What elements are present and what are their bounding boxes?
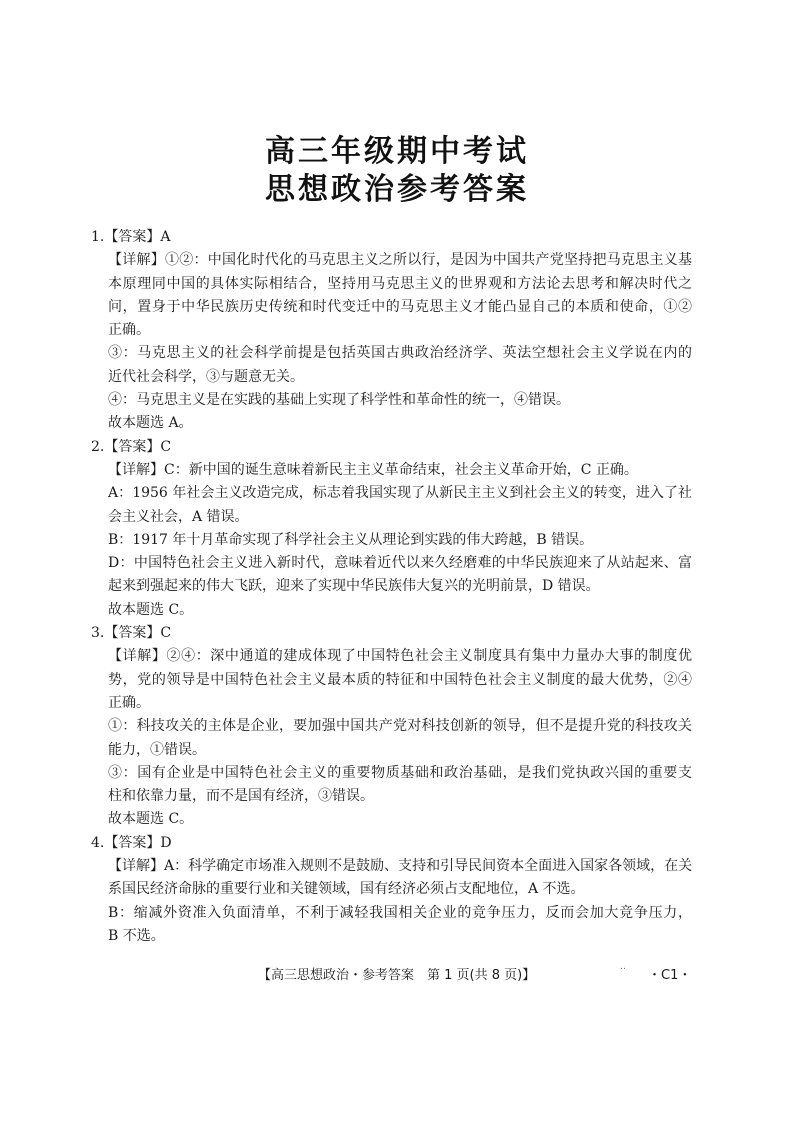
conclusion-line: 故本题选 A。 xyxy=(108,415,193,432)
explanation-line: ①：科技攻关的主体是企业，要加强中国共产党对科技创新的领导，但不是提升党的科技攻关 xyxy=(108,718,692,735)
question-3-answer: 3.【答案】C xyxy=(91,625,172,642)
explanation-line: A：1956 年社会主义改造完成，标志着我国实现了从新民主主义到社会主义的转变，进入了社 xyxy=(108,485,692,502)
explanation-line: 势，党的领导是中国特色社会主义最本质的特征和中国特色社会主义制度的最大优势，②④ xyxy=(108,671,692,688)
explanation-line: 【详解】C：新中国的诞生意味着新民主主义革命结束，社会主义革命开始，C 正确。 xyxy=(108,461,638,478)
explanation-line: ③：国有企业是中国特色社会主义的重要物质基础和政治基础，是我们党执政兴国的重要支 xyxy=(108,764,692,781)
explanation-line: 系国民经济命脉的重要行业和关键领域，国有经济必须占支配地位，A 不选。 xyxy=(108,881,585,898)
explanation-line: 【详解】②④：深中通道的建成体现了中国特色社会主义制度具有集中力量办大事的制度优 xyxy=(108,648,692,665)
footer-code: ・C1・ xyxy=(648,968,692,983)
explanation-line: 会主义社会，A 错误。 xyxy=(108,508,249,525)
explanation-line: B：缩减外资准入负面清单，不利于减轻我国相关企业的竞争压力，反而会加大竞争压力， xyxy=(108,904,692,921)
explanation-line: 近代社会科学，③与题意无关。 xyxy=(108,368,304,385)
footer-page-info: 【高三思想政治・参考答案 第 1 页(共 8 页)】 xyxy=(258,968,536,983)
explanation-line: 【详解】①②：中国化时代化的马克思主义之所以行，是因为中国共产党坚持把马克思主义基 xyxy=(108,252,692,269)
footer-dots: ‥ xyxy=(620,962,627,972)
document-subtitle: 思想政治参考答案 xyxy=(265,172,529,207)
explanation-line: 问，置身于中华民族历史传统和时代变迁中的马克思主义才能凸显自己的本质和使命，①② xyxy=(108,298,692,315)
explanation-line: 柱和依靠力量，而不是国有经济，③错误。 xyxy=(108,788,374,805)
explanation-line: ③：马克思主义的社会科学前提是包括英国古典政治经济学、英法空想社会主义学说在内的 xyxy=(108,345,692,362)
explanation-line: 【详解】A：科学确定市场准入规则不是鼓励、支持和引导民间资本全面进入国家各领域，在关 xyxy=(108,858,693,875)
exam-title: 高三年级期中考试 xyxy=(265,134,529,169)
conclusion-line: 故本题选 C。 xyxy=(108,601,194,618)
explanation-line: 本原理同中国的具体实际相结合，坚持用马克思主义的世界观和方法论去思考和解决时代之 xyxy=(108,275,692,292)
explanation-line: B 不选。 xyxy=(108,927,165,944)
explanation-line: 正确。 xyxy=(108,694,150,711)
answer-content xyxy=(91,226,693,948)
explanation-line: 起来到强起来的伟大飞跃，迎来了实现中华民族伟大复兴的光明前景，D 错误。 xyxy=(108,578,600,595)
question-2-answer: 2.【答案】C xyxy=(91,438,172,455)
explanation-line: 正确。 xyxy=(108,322,150,339)
conclusion-line: 故本题选 C。 xyxy=(108,811,194,828)
explanation-line: D：中国特色社会主义进入新时代，意味着近代以来久经磨难的中华民族迎来了从站起来、富 xyxy=(108,555,692,572)
explanation-line: ④：马克思主义是在实践的基础上实现了科学性和革命性的统一，④错误。 xyxy=(108,392,570,409)
question-4-answer: 4.【答案】D xyxy=(91,834,172,851)
question-1-answer: 1.【答案】A xyxy=(91,229,171,245)
explanation-line: B：1917 年十月革命实现了科学社会主义从理论到实践的伟大跨越，B 错误。 xyxy=(108,531,594,548)
explanation-line: 能力，①错误。 xyxy=(108,741,206,758)
